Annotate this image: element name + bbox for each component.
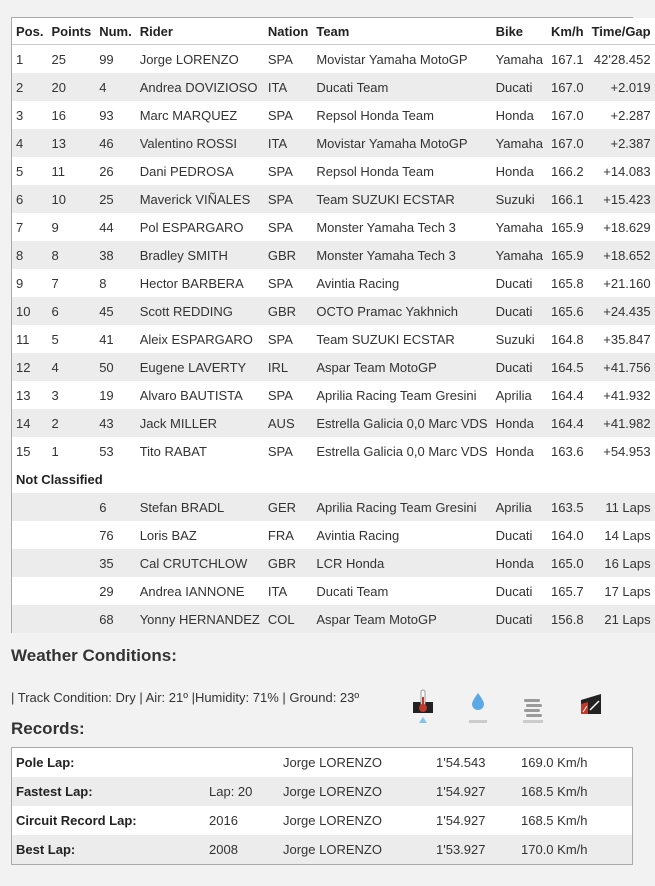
not-classified-row [12, 549, 655, 577]
points-cell: 3 [47, 381, 95, 409]
result-row [12, 213, 655, 241]
record-row [12, 806, 632, 835]
num-cell: 19 [95, 381, 136, 409]
result-row [12, 129, 655, 157]
num-cell: 99 [95, 45, 136, 74]
bike-cell: Yamaha [492, 45, 547, 74]
pos-cell: 11 [12, 325, 47, 353]
pos-cell: 13 [12, 381, 47, 409]
record-time: 1'53.927 [432, 835, 517, 864]
team-cell: LCR Honda [312, 549, 491, 577]
num-cell: 38 [95, 241, 136, 269]
team-cell: Repsol Honda Team [312, 157, 491, 185]
result-row [12, 157, 655, 185]
team-cell: OCTO Pramac Yakhnich [312, 297, 491, 325]
rider-cell: Dani PEDROSA [136, 157, 264, 185]
record-time: 1'54.543 [432, 748, 517, 777]
pos-cell: 8 [12, 241, 47, 269]
result-row [12, 241, 655, 269]
record-rider: Jorge LORENZO [279, 777, 432, 806]
num-cell: 6 [95, 493, 136, 521]
kmh-cell: 164.0 [547, 521, 588, 549]
track-surface-icon [578, 688, 604, 724]
team-cell: Avintia Racing [312, 521, 491, 549]
pos-cell: 9 [12, 269, 47, 297]
not-classified-heading-row [12, 465, 655, 493]
team-cell: Aprilia Racing Team Gresini [312, 493, 491, 521]
team-cell: Monster Yamaha Tech 3 [312, 241, 491, 269]
kmh-cell: 164.5 [547, 353, 588, 381]
bike-cell: Ducati [492, 521, 547, 549]
rider-cell: Stefan BRADL [136, 493, 264, 521]
nation-cell: FRA [264, 521, 312, 549]
time-gap-cell: +41.756 [588, 353, 655, 381]
result-row [12, 45, 655, 74]
num-cell: 26 [95, 157, 136, 185]
time-gap-cell: 14 Laps [588, 521, 655, 549]
pos-cell [12, 549, 47, 577]
record-speed: 170.0 Km/h [517, 835, 632, 864]
time-gap-cell: +54.953 [588, 437, 655, 465]
rider-cell: Hector BARBERA [136, 269, 264, 297]
kmh-cell: 165.0 [547, 549, 588, 577]
time-gap-cell: 42'28.452 [588, 45, 655, 74]
time-gap-cell: +41.932 [588, 381, 655, 409]
time-gap-cell: +41.982 [588, 409, 655, 437]
header-rider[interactable]: Rider [136, 18, 264, 45]
results-table [12, 18, 655, 633]
pos-cell [12, 577, 47, 605]
time-gap-cell: +18.629 [588, 213, 655, 241]
team-cell: Estrella Galicia 0,0 Marc VDS [312, 437, 491, 465]
rider-cell: Eugene LAVERTY [136, 353, 264, 381]
time-gap-cell: 11 Laps [588, 493, 655, 521]
bike-cell: Yamaha [492, 129, 547, 157]
time-gap-cell: 16 Laps [588, 549, 655, 577]
rider-cell: Tito RABAT [136, 437, 264, 465]
points-cell: 13 [47, 129, 95, 157]
team-cell: Aspar Team MotoGP [312, 605, 491, 633]
nation-cell: ITA [264, 73, 312, 101]
records-table [12, 748, 632, 864]
nation-cell: SPA [264, 381, 312, 409]
record-info [205, 748, 279, 777]
record-info: Lap: 20 [205, 777, 279, 806]
result-row [12, 409, 655, 437]
records-title: Records: [11, 719, 85, 738]
nation-cell: ITA [264, 129, 312, 157]
rider-cell: Alvaro BAUTISTA [136, 381, 264, 409]
records-table-panel [11, 747, 633, 865]
team-cell: Team SUZUKI ECSTAR [312, 185, 491, 213]
nation-cell: SPA [264, 269, 312, 297]
weather-conditions-text: | Track Condition: Dry | Air: 21º |Humidity: 71% | Ground: 23º [11, 690, 360, 705]
time-gap-cell: +18.652 [588, 241, 655, 269]
nation-cell: COL [264, 605, 312, 633]
result-row [12, 381, 655, 409]
time-gap-cell: +2.387 [588, 129, 655, 157]
points-cell [47, 549, 95, 577]
record-row [12, 835, 632, 864]
header-kmh[interactable]: Km/h [547, 18, 588, 45]
results-header-row [12, 18, 655, 45]
pos-cell: 10 [12, 297, 47, 325]
record-rider: Jorge LORENZO [279, 748, 432, 777]
points-cell: 6 [47, 297, 95, 325]
humidity-icon [520, 688, 546, 724]
rider-cell: Andrea DOVIZIOSO [136, 73, 264, 101]
record-label: Circuit Record Lap: [12, 806, 205, 835]
num-cell: 29 [95, 577, 136, 605]
bike-cell: Honda [492, 549, 547, 577]
bike-cell: Suzuki [492, 185, 547, 213]
num-cell: 25 [95, 185, 136, 213]
pos-cell: 7 [12, 213, 47, 241]
not-classified-row [12, 521, 655, 549]
not-classified-row [12, 493, 655, 521]
num-cell: 45 [95, 297, 136, 325]
header-nation[interactable]: Nation [264, 18, 312, 45]
nation-cell: SPA [264, 45, 312, 74]
nation-cell: SPA [264, 325, 312, 353]
team-cell: Avintia Racing [312, 269, 491, 297]
points-cell: 1 [47, 437, 95, 465]
header-pos[interactable]: Pos. [12, 18, 47, 45]
team-cell: Team SUZUKI ECSTAR [312, 325, 491, 353]
points-cell: 9 [47, 213, 95, 241]
bike-cell: Yamaha [492, 213, 547, 241]
record-label: Fastest Lap: [12, 777, 205, 806]
num-cell: 68 [95, 605, 136, 633]
points-cell: 4 [47, 353, 95, 381]
time-gap-cell: +14.083 [588, 157, 655, 185]
points-cell: 16 [47, 101, 95, 129]
nation-cell: SPA [264, 185, 312, 213]
pos-cell: 15 [12, 437, 47, 465]
rider-cell: Jack MILLER [136, 409, 264, 437]
points-cell [47, 493, 95, 521]
record-row [12, 777, 632, 806]
time-gap-cell: +2.287 [588, 101, 655, 129]
kmh-cell: 165.9 [547, 241, 588, 269]
team-cell: Repsol Honda Team [312, 101, 491, 129]
bike-cell: Honda [492, 409, 547, 437]
nation-cell: SPA [264, 437, 312, 465]
rider-cell: Aleix ESPARGARO [136, 325, 264, 353]
num-cell: 76 [95, 521, 136, 549]
record-info: 2016 [205, 806, 279, 835]
points-cell: 5 [47, 325, 95, 353]
result-row [12, 73, 655, 101]
weather-title: Weather Conditions: [11, 646, 177, 665]
result-row [12, 269, 655, 297]
team-cell: Aprilia Racing Team Gresini [312, 381, 491, 409]
kmh-cell: 166.2 [547, 157, 588, 185]
num-cell: 4 [95, 73, 136, 101]
team-cell: Ducati Team [312, 577, 491, 605]
thermometer-icon [410, 688, 436, 724]
bike-cell: Yamaha [492, 241, 547, 269]
result-row [12, 185, 655, 213]
nation-cell: GBR [264, 241, 312, 269]
kmh-cell: 163.5 [547, 493, 588, 521]
not-classified-row [12, 605, 655, 633]
num-cell: 93 [95, 101, 136, 129]
rider-cell: Pol ESPARGARO [136, 213, 264, 241]
team-cell: Aspar Team MotoGP [312, 353, 491, 381]
record-time: 1'54.927 [432, 777, 517, 806]
points-cell: 20 [47, 73, 95, 101]
num-cell: 46 [95, 129, 136, 157]
points-cell: 8 [47, 241, 95, 269]
nation-cell: SPA [264, 157, 312, 185]
kmh-cell: 165.7 [547, 577, 588, 605]
kmh-cell: 165.9 [547, 213, 588, 241]
record-label: Pole Lap: [12, 748, 205, 777]
bike-cell: Ducati [492, 353, 547, 381]
kmh-cell: 167.1 [547, 45, 588, 74]
time-gap-cell: +21.160 [588, 269, 655, 297]
points-cell [47, 521, 95, 549]
pos-cell: 6 [12, 185, 47, 213]
bike-cell: Ducati [492, 605, 547, 633]
rider-cell: Marc MARQUEZ [136, 101, 264, 129]
record-speed: 168.5 Km/h [517, 806, 632, 835]
bike-cell: Ducati [492, 577, 547, 605]
header-bike[interactable]: Bike [492, 18, 547, 45]
bike-cell: Aprilia [492, 493, 547, 521]
rider-cell: Maverick VIÑALES [136, 185, 264, 213]
kmh-cell: 167.0 [547, 101, 588, 129]
rider-cell: Bradley SMITH [136, 241, 264, 269]
pos-cell: 4 [12, 129, 47, 157]
result-row [12, 437, 655, 465]
result-row [12, 353, 655, 381]
record-speed: 168.5 Km/h [517, 777, 632, 806]
record-rider: Jorge LORENZO [279, 806, 432, 835]
record-time: 1'54.927 [432, 806, 517, 835]
nation-cell: IRL [264, 353, 312, 381]
result-row [12, 101, 655, 129]
pos-cell: 14 [12, 409, 47, 437]
header-num[interactable]: Num. [95, 18, 136, 45]
result-row [12, 325, 655, 353]
num-cell: 43 [95, 409, 136, 437]
results-table-panel [11, 17, 651, 633]
time-gap-cell: +15.423 [588, 185, 655, 213]
rider-cell: Valentino ROSSI [136, 129, 264, 157]
nation-cell: GBR [264, 297, 312, 325]
team-cell: Movistar Yamaha MotoGP [312, 129, 491, 157]
records-body [12, 748, 632, 864]
pos-cell [12, 493, 47, 521]
points-cell: 7 [47, 269, 95, 297]
rider-cell: Cal CRUTCHLOW [136, 549, 264, 577]
num-cell: 53 [95, 437, 136, 465]
points-cell: 2 [47, 409, 95, 437]
num-cell: 8 [95, 269, 136, 297]
pos-cell: 5 [12, 157, 47, 185]
bike-cell: Aprilia [492, 381, 547, 409]
rider-cell: Yonny HERNANDEZ [136, 605, 264, 633]
num-cell: 41 [95, 325, 136, 353]
nation-cell: GER [264, 493, 312, 521]
not-classified-heading: Not Classified [12, 465, 655, 493]
team-cell: Movistar Yamaha MotoGP [312, 45, 491, 74]
record-rider: Jorge LORENZO [279, 835, 432, 864]
num-cell: 50 [95, 353, 136, 381]
pos-cell: 3 [12, 101, 47, 129]
bike-cell: Suzuki [492, 325, 547, 353]
result-row [12, 297, 655, 325]
team-cell: Estrella Galicia 0,0 Marc VDS [312, 409, 491, 437]
kmh-cell: 165.6 [547, 297, 588, 325]
pos-cell [12, 605, 47, 633]
nation-cell: SPA [264, 101, 312, 129]
bike-cell: Honda [492, 101, 547, 129]
water-drop-icon [465, 688, 491, 724]
record-info: 2008 [205, 835, 279, 864]
team-cell: Monster Yamaha Tech 3 [312, 213, 491, 241]
rider-cell: Andrea IANNONE [136, 577, 264, 605]
nation-cell: AUS [264, 409, 312, 437]
not-classified-row [12, 577, 655, 605]
nation-cell: GBR [264, 549, 312, 577]
time-gap-cell: +24.435 [588, 297, 655, 325]
points-cell [47, 605, 95, 633]
rider-cell: Loris BAZ [136, 521, 264, 549]
header-time-gap[interactable]: Time/Gap [588, 18, 655, 45]
kmh-cell: 164.4 [547, 381, 588, 409]
kmh-cell: 163.6 [547, 437, 588, 465]
points-cell: 10 [47, 185, 95, 213]
team-cell: Ducati Team [312, 73, 491, 101]
pos-cell: 2 [12, 73, 47, 101]
pos-cell [12, 521, 47, 549]
header-points[interactable]: Points [47, 18, 95, 45]
bike-cell: Honda [492, 157, 547, 185]
nation-cell: SPA [264, 213, 312, 241]
bike-cell: Ducati [492, 297, 547, 325]
header-team[interactable]: Team [312, 18, 491, 45]
kmh-cell: 164.8 [547, 325, 588, 353]
rider-cell: Jorge LORENZO [136, 45, 264, 74]
nation-cell: ITA [264, 577, 312, 605]
record-speed: 169.0 Km/h [517, 748, 632, 777]
num-cell: 44 [95, 213, 136, 241]
bike-cell: Ducati [492, 269, 547, 297]
kmh-cell: 156.8 [547, 605, 588, 633]
pos-cell: 12 [12, 353, 47, 381]
results-body [12, 45, 655, 634]
time-gap-cell: 17 Laps [588, 577, 655, 605]
time-gap-cell: +35.847 [588, 325, 655, 353]
points-cell: 25 [47, 45, 95, 74]
kmh-cell: 167.0 [547, 129, 588, 157]
bike-cell: Honda [492, 437, 547, 465]
time-gap-cell: 21 Laps [588, 605, 655, 633]
record-row [12, 748, 632, 777]
kmh-cell: 166.1 [547, 185, 588, 213]
time-gap-cell: +2.019 [588, 73, 655, 101]
kmh-cell: 167.0 [547, 73, 588, 101]
pos-cell: 1 [12, 45, 47, 74]
rider-cell: Scott REDDING [136, 297, 264, 325]
record-label: Best Lap: [12, 835, 205, 864]
kmh-cell: 164.4 [547, 409, 588, 437]
points-cell: 11 [47, 157, 95, 185]
points-cell [47, 577, 95, 605]
bike-cell: Ducati [492, 73, 547, 101]
kmh-cell: 165.8 [547, 269, 588, 297]
num-cell: 35 [95, 549, 136, 577]
